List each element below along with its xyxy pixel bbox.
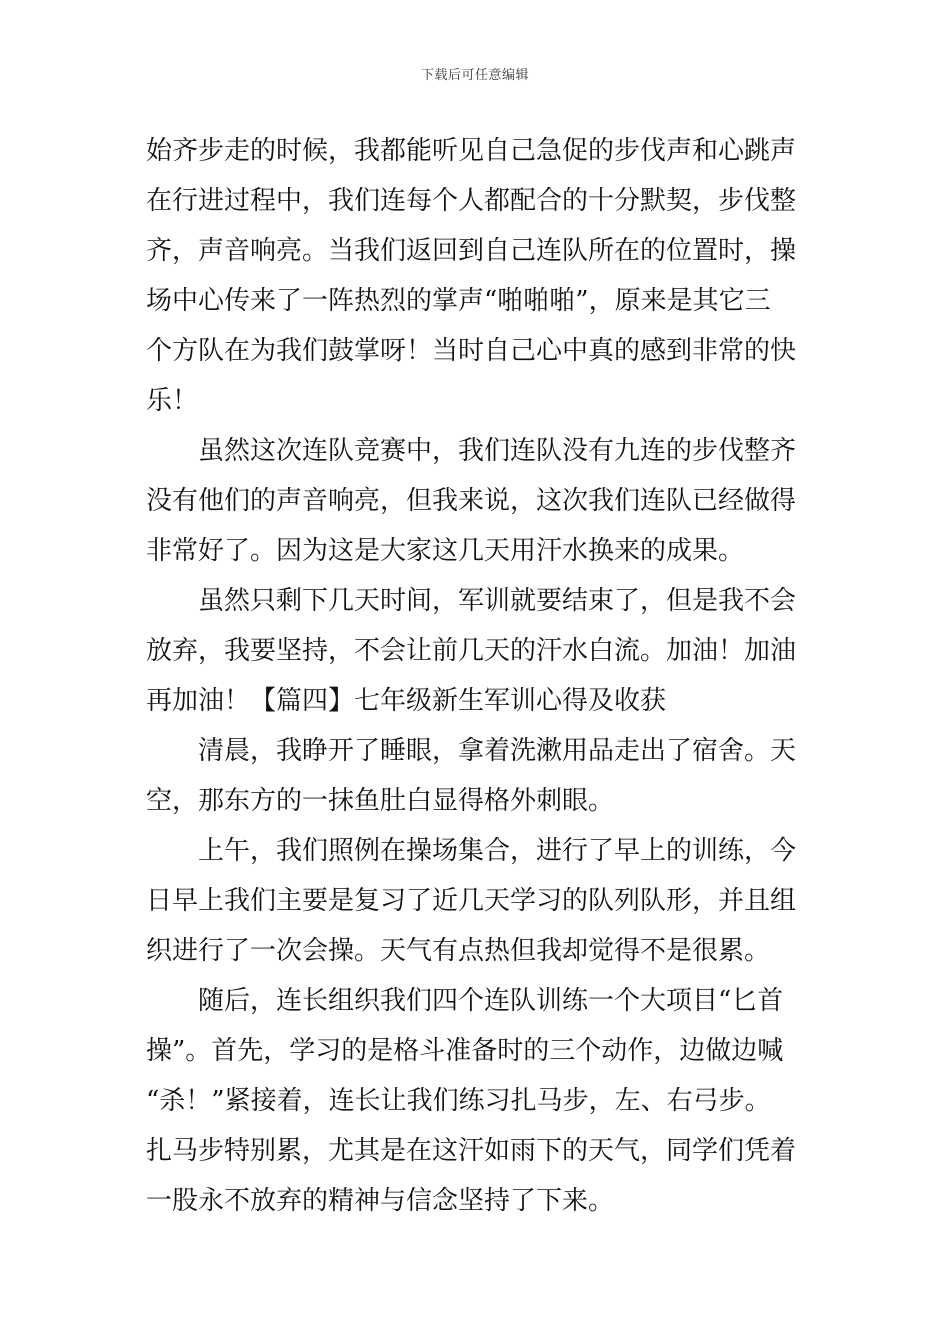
text-line: 扎马步特别累，尤其是在这汗如雨下的天气，同学们凭着 bbox=[146, 1136, 797, 1166]
text-line: 非常好了。因为这是大家这几天用汗水换来的成果。 bbox=[146, 536, 745, 566]
text-line: 日早上我们主要是复习了近几天学习的队列队形，并且组 bbox=[146, 886, 797, 916]
text-line: 操”。首先，学习的是格斗准备时的三个动作，边做边喊 bbox=[146, 1036, 784, 1066]
text-line: 一股永不放弃的精神与信念坚持了下来。 bbox=[146, 1186, 615, 1216]
text-line: 个方队在为我们鼓掌呀！当时自己心中真的感到非常的快 bbox=[146, 336, 797, 366]
text-line: 场中心传来了一阵热烈的掌声“啪啪啪”，原来是其它三 bbox=[146, 286, 771, 316]
paragraph-first-line: 上午，我们照例在操场集合，进行了早上的训练，今 bbox=[198, 836, 797, 866]
paragraph-first-line: 虽然只剩下几天时间，军训就要结束了，但是我不会 bbox=[198, 586, 797, 616]
paragraph-first-line: 虽然这次连队竞赛中，我们连队没有九连的步伐整齐 bbox=[198, 436, 797, 466]
text-line: 再加油！【篇四】七年级新生军训心得及收获 bbox=[146, 686, 667, 716]
paragraph-first-line: 清晨，我睁开了睡眼，拿着洗漱用品走出了宿舍。天 bbox=[198, 736, 797, 766]
text-line: “杀！”紧接着，连长让我们练习扎马步，左、右弓步。 bbox=[146, 1086, 771, 1116]
text-line: 乐！ bbox=[146, 386, 199, 416]
text-line: 在行进过程中，我们连每个人都配合的十分默契，步伐整 bbox=[146, 186, 797, 216]
text-line: 齐，声音响亮。当我们返回到自己连队所在的位置时，操 bbox=[146, 236, 797, 266]
text-line: 空，那东方的一抹鱼肚白显得格外刺眼。 bbox=[146, 786, 615, 816]
text-line: 织进行了一次会操。天气有点热但我却觉得不是很累。 bbox=[146, 936, 771, 966]
body-text bbox=[146, 126, 808, 1226]
text-line: 没有他们的声音响亮，但我来说，这次我们连队已经做得 bbox=[146, 486, 797, 516]
paragraph-first-line: 随后，连长组织我们四个连队训练一个大项目“匕首 bbox=[198, 986, 784, 1016]
text-line: 放弃，我要坚持，不会让前几天的汗水白流。加油！加油 bbox=[146, 636, 797, 666]
text-line: 始齐步走的时候，我都能听见自己急促的步伐声和心跳声 bbox=[146, 136, 797, 166]
page-header: 下载后可任意编辑 bbox=[420, 68, 529, 83]
